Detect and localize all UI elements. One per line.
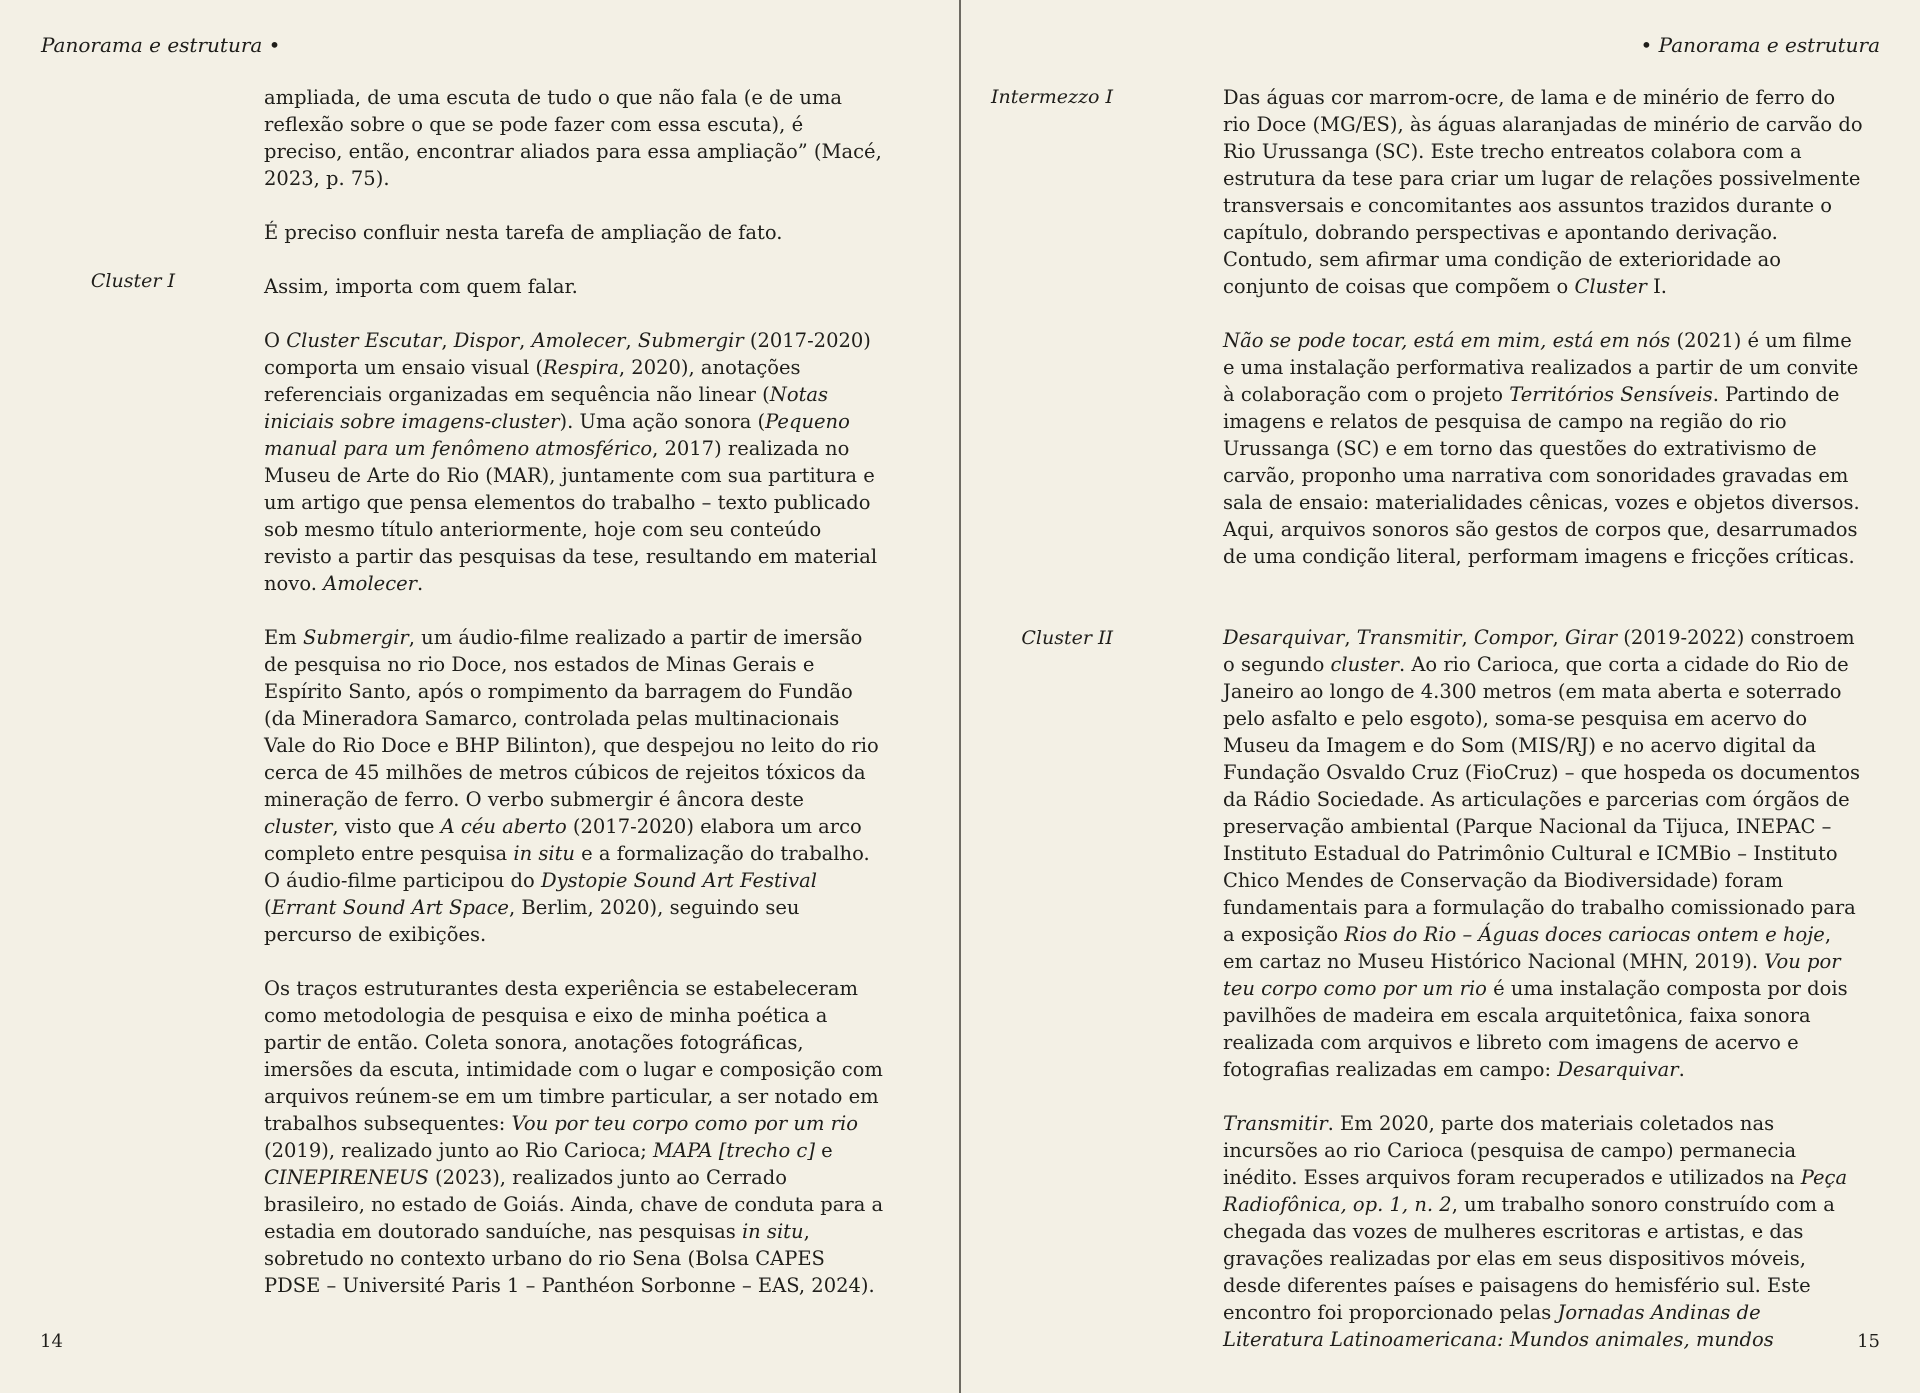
right-paragraph-3: Desarquivar, Transmitir, Compor, Girar (2019-2022) constroem o segundo cluster. Ao rio Carioca, que corta a cidade do Rio de Janeiro ao longo de 4.300 metros (em mata aberta e soterrado pelo asfalto e pelo esgoto), soma-se pesquisa em acervo do Museu da Imagem e do Som (MIS/RJ) e no acervo digital da Fundação Osvaldo Cruz (FioCruz) – que hospeda os documentos da Rádio Sociedade. As articulações e parcerias com órgãos de preservação ambiental (Parque Nacional da Tijuca, INEPAC – Instituto Estadual do Patrimônio Cultural e ICMBio – Instituto Chico Mendes de Conservação da Biodiversidade) foram fundamentais para a formulação do trabalho comissionado para a exposição Rios do Rio – Águas doces cariocas ontem e hoje, em cartaz no Museu Histórico Nacional (MHN, 2019). Vou por teu corpo como por um rio é uma instalação composta por dois pavilhões de madeira em escala arquitetônica, faixa sonora realizada com arquivos e libreto com imagens de acervo e fotografias realizadas em campo: Desarquivar. (1223, 626, 1860, 1081)
italic-run: Transmitir (1356, 626, 1462, 649)
italic-run: Vou por teu corpo como por um rio (511, 1112, 858, 1135)
left-paragraph-2: É preciso confluir nesta tarefa de ampliação de fato. (264, 221, 783, 244)
italic-run: Territórios Sensíveis (1509, 383, 1713, 406)
italic-run: Pequeno manual para um fenômeno atmosférico (264, 410, 850, 460)
left-text-block (264, 84, 884, 1326)
italic-run: MAPA [trecho c] (653, 1139, 815, 1162)
right-text-block (1223, 84, 1863, 1380)
left-paragraph-1: ampliada, de uma escuta de tudo o que não fala (e de uma reflexão sobre o que se pode fazer com essa escuta), é preciso, então, encontrar aliados para essa ampliação” (Macé, 2023, p. 75). (264, 86, 882, 190)
italic-run: cluster (264, 815, 333, 838)
left-paragraph-6: Os traços estruturantes desta experiência se estabeleceram como metodologia de pesquisa e eixo de minha poética a partir de então. Coleta sonora, anotações fotográficas, imersões da escuta, intimidade com o lugar e composição com arquivos reúnem-se em um timbre particular, a ser notado em trabalhos subsequentes: Vou por teu corpo como por um rio (2019), realizado junto ao Rio Carioca; MAPA [trecho c] e CINEPIRENEUS (2023), realizados junto ao Cerrado brasileiro, no estado de Goiás. Ainda, chave de conduta para a estadia em doutorado sanduíche, nas pesquisas in situ, sobretudo no contexto urbano do rio Sena (Bolsa CAPES PDSE – Université Paris 1 – Panthéon Sorbonne – EAS, 2024). (264, 977, 884, 1297)
left-page-number: 14 (40, 1331, 63, 1352)
italic-run: Dispor (453, 329, 520, 352)
italic-run: Peça Radiofônica, op. 1, n. 2 (1223, 1166, 1848, 1216)
italic-run: in situ (741, 1220, 804, 1243)
italic-run: Transmitir (1223, 1112, 1328, 1135)
right-page-number: 15 (1857, 1331, 1880, 1352)
right-paragraph-1: Das águas cor marrom-ocre, de lama e de minério de ferro do rio Doce (MG/ES), às águas alaranjadas de minério de carvão do Rio Urussanga (SC). Este trecho entreatos colabora com a estrutura da tese para criar um lugar de relações possivelmente transversais e concomitantes aos assuntos trazidos durante o capítulo, dobrando perspectivas e apontando derivação. Contudo, sem afirmar uma condição de exterioridade ao conjunto de coisas que compõem o Cluster I. (1223, 86, 1863, 298)
right-paragraph-2: Não se pode tocar, está em mim, está em nós (2021) é um filme e uma instalação performativa realizados a partir de um convite à colaboração com o projeto Territórios Sensíveis. Partindo de imagens e relatos de pesquisa de campo na região do rio Urussanga (SC) e em torno das questões do extrativismo de carvão, proponho uma narrativa com sonoridades gravadas em sala de ensaio: materialidades cênicas, vozes e objetos diversos. Aqui, arquivos sonoros são gestos de corpos que, desarrumados de uma condição literal, performam imagens e fricções críticas. (1223, 329, 1860, 568)
italic-run: in situ (513, 842, 575, 865)
italic-run: CINEPIRENEUS (264, 1166, 429, 1189)
italic-run: Desarquivar (1557, 1058, 1679, 1081)
left-paragraph-4: O Cluster Escutar, Dispor, Amolecer, Submergir (2017-2020) comporta um ensaio visual (Respira, 2020), anotações referenciais organizadas em sequência não linear (Notas iniciais sobre imagens-cluster). Uma ação sonora (Pequeno manual para um fenômeno atmosférico, 2017) realizada no Museu de Arte do Rio (MAR), juntamente com sua partitura e um artigo que pensa elementos do trabalho – texto publicado sob mesmo título anteriormente, hoje com seu conteúdo revisto a partir das pesquisas da tese, resultando em material novo. Amolecer. (264, 329, 878, 595)
left-paragraph-3: Assim, importa com quem falar. (264, 275, 578, 298)
italic-run: Errant Sound Art Space (271, 896, 509, 919)
left-page (0, 0, 959, 1393)
right-paragraph-4: Transmitir. Em 2020, parte dos materiais coletados nas incursões ao rio Carioca (pesquisa de campo) permanecia inédito. Esses arquivos foram recuperados e utilizados na Peça Radiofônica, op. 1, n. 2, um trabalho sonoro construído com a chegada das vozes de mulheres escritoras e artistas, e das gravações realizadas por elas em seus dispositivos móveis, desde diferentes países e paisagens do hemisfério sul. Este encontro foi proporcionado pelas Jornadas Andinas de Literatura Latinoamericana: Mundos animales, mundos (1223, 1112, 1848, 1351)
section-spacer (1223, 597, 1863, 624)
italic-run: A céu aberto (440, 815, 567, 838)
italic-run: Rios do Rio – Águas doces cariocas ontem e hoje (1344, 923, 1825, 946)
side-label-cluster-1: Cluster I (90, 270, 175, 292)
italic-run: Não se pode tocar, está em mim, está em nós (1223, 329, 1671, 352)
italic-run: Submergir (637, 329, 744, 352)
italic-run: Vou por teu corpo como por um rio (1223, 950, 1841, 1000)
italic-run: Jornadas Andinas de Literatura Latinoamericana: Mundos animales, mundos (1223, 1301, 1774, 1351)
left-running-head: Panorama e estrutura • (41, 33, 281, 57)
italic-run: Compor (1473, 626, 1553, 649)
right-page (961, 0, 1920, 1393)
italic-run: Cluster Escutar (286, 329, 442, 352)
italic-run: Submergir (302, 626, 409, 649)
italic-run: Amolecer (323, 572, 417, 595)
italic-run: Cluster (1574, 275, 1647, 298)
side-label-cluster-2: Cluster II (1021, 627, 1113, 649)
italic-run: Respira (543, 356, 619, 379)
italic-run: cluster (1330, 653, 1399, 676)
right-running-head: • Panorama e estrutura (1640, 33, 1880, 57)
italic-run: Dystopie Sound Art Festival (540, 869, 817, 892)
side-label-intermezzo-1: Intermezzo I (991, 86, 1113, 108)
left-paragraph-5: Em Submergir, um áudio-filme realizado a partir de imersão de pesquisa no rio Doce, nos estados de Minas Gerais e Espírito Santo, após o rompimento da barragem do Fundão (da Mineradora Samarco, controlada pelas multinacionais Vale do Rio Doce e BHP Bilinton), que despejou no leito do rio cerca de 45 milhões de metros cúbicos de rejeitos tóxicos da mineração de ferro. O verbo submergir é âncora deste cluster, visto que A céu aberto (2017-2020) elabora um arco completo entre pesquisa in situ e a formalização do trabalho. O áudio-filme participou do Dystopie Sound Art Festival (Errant Sound Art Space, Berlim, 2020), seguindo seu percurso de exibições. (264, 626, 879, 946)
italic-run: Girar (1564, 626, 1618, 649)
italic-run: Amolecer (531, 329, 626, 352)
italic-run: Notas iniciais sobre imagens-cluster (264, 383, 829, 433)
italic-run: Desarquivar (1223, 626, 1345, 649)
